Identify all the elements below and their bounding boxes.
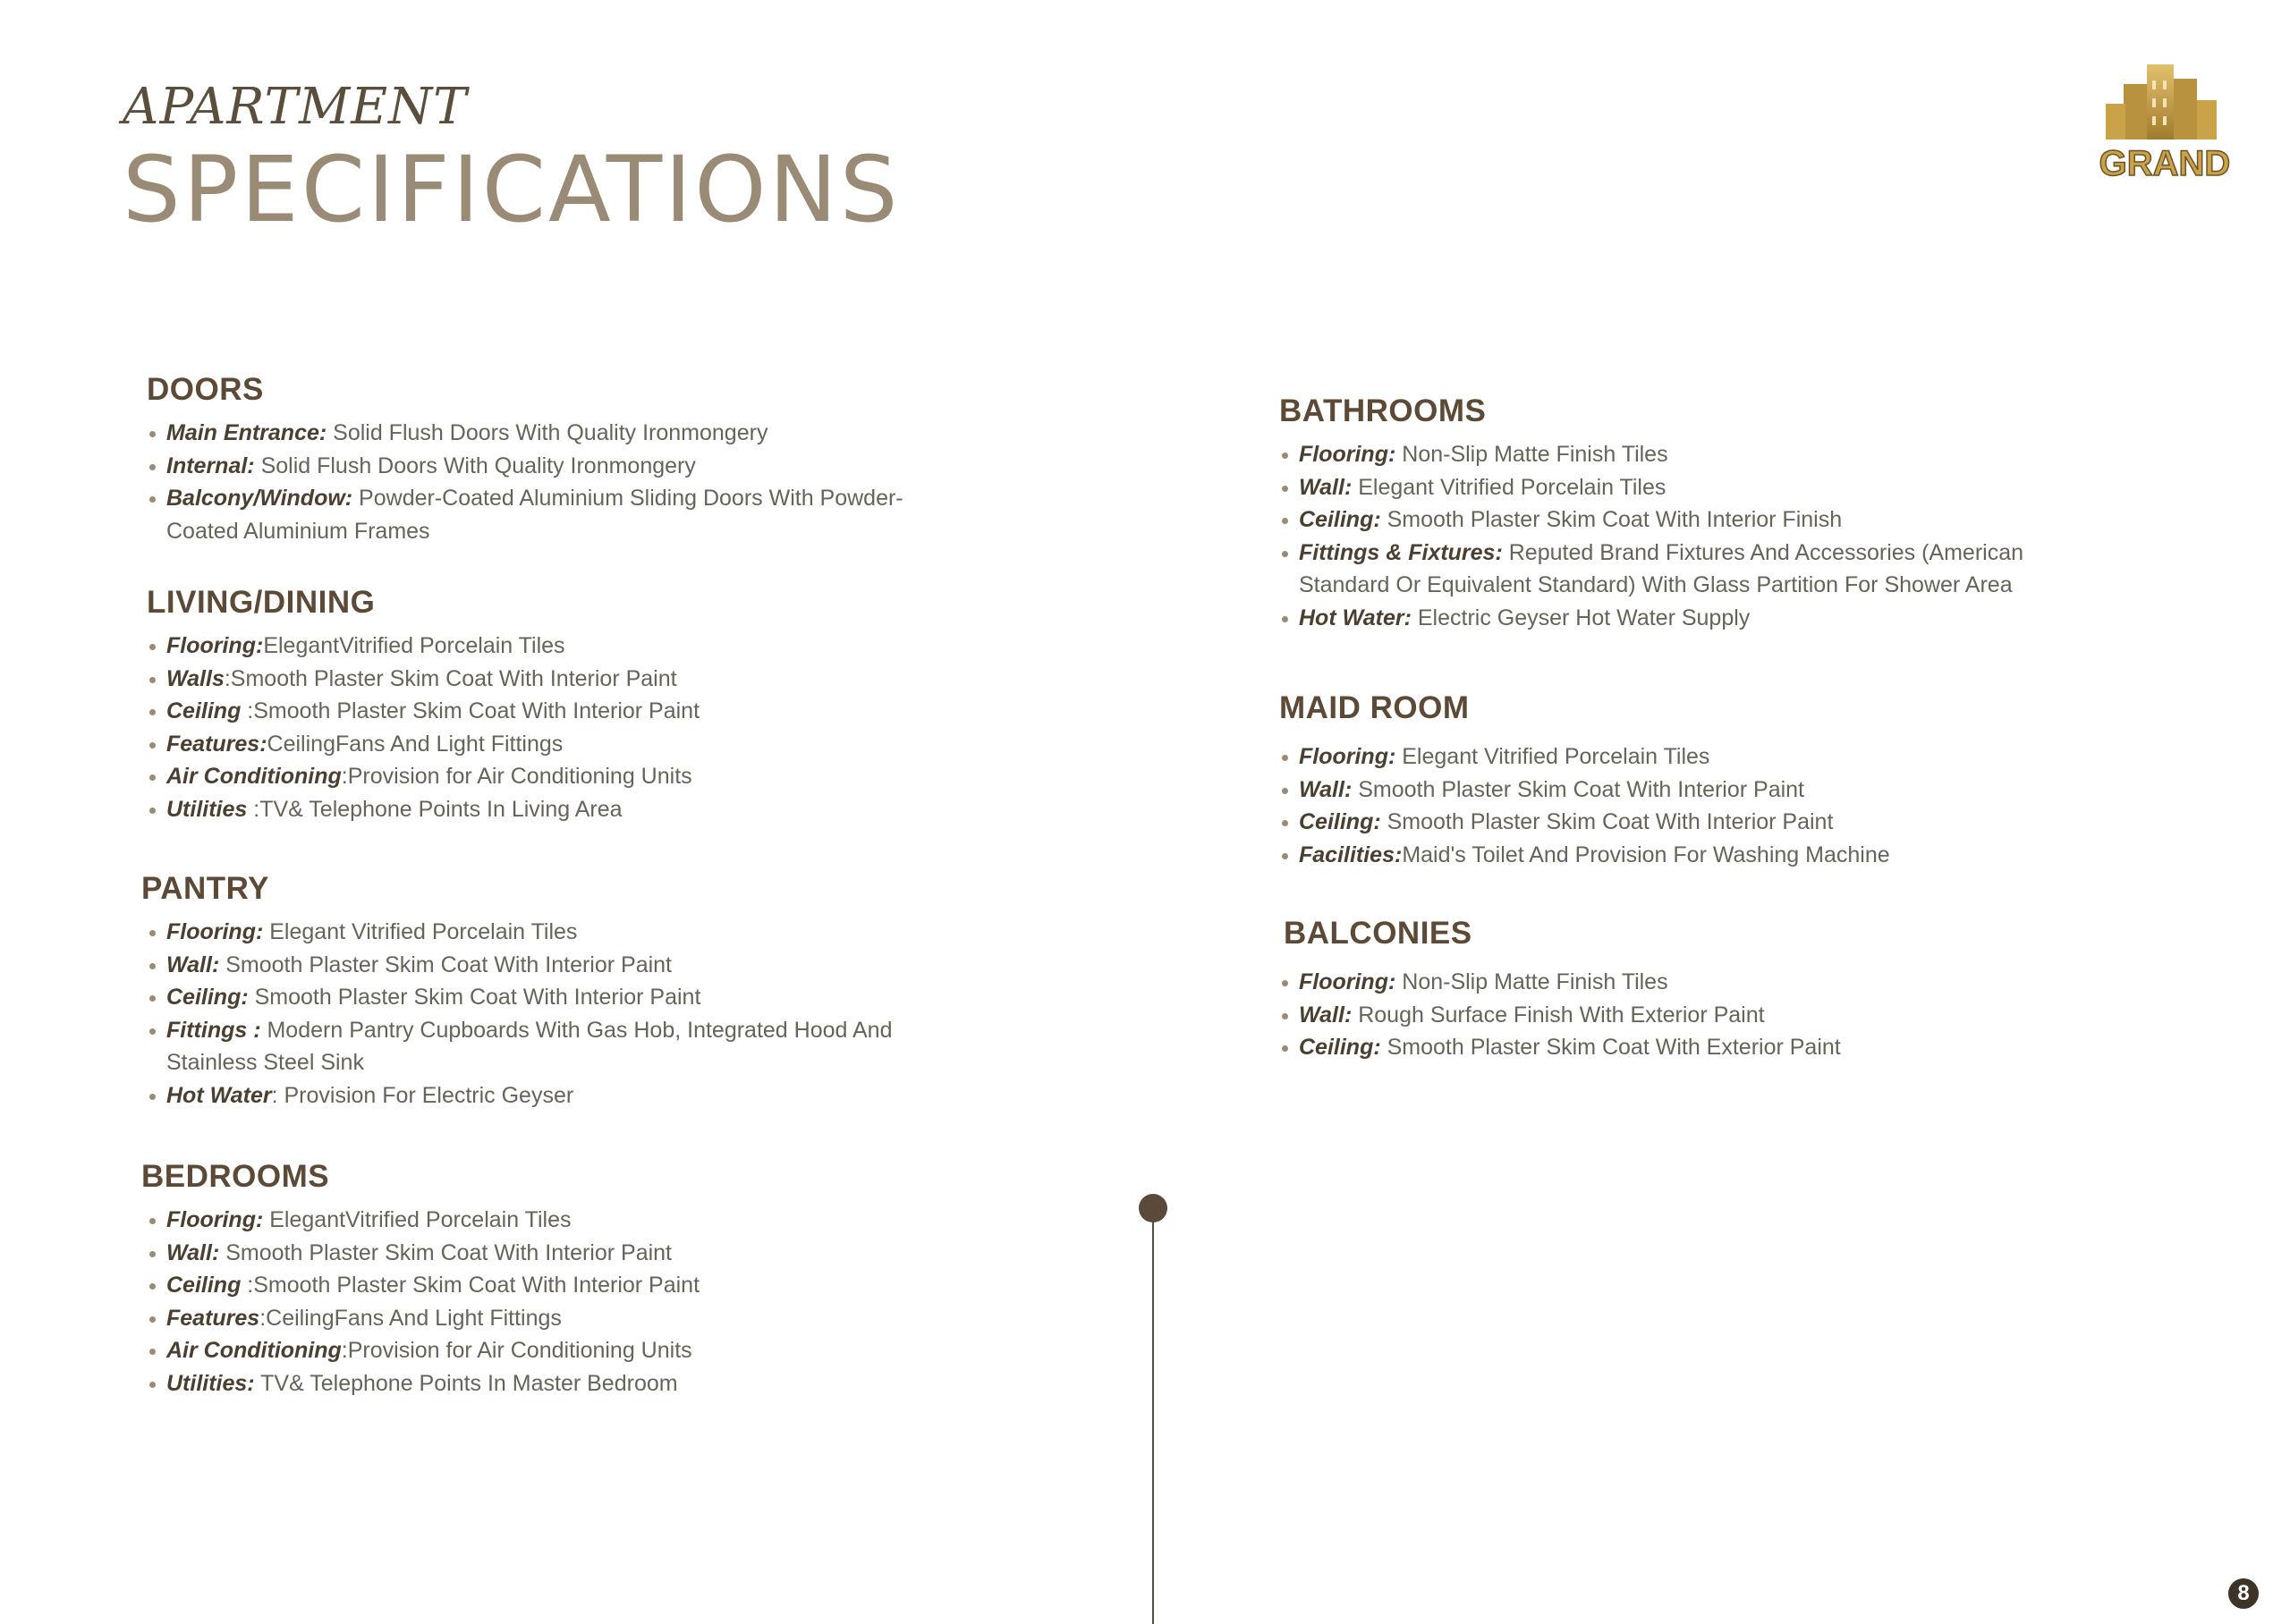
list-item: Ceiling: Smooth Plaster Skim Coat With Exterior Paint (1279, 1031, 1841, 1064)
list-item: Ceiling :Smooth Plaster Skim Coat With Interior Paint (147, 1269, 700, 1302)
list-item: Flooring: ElegantVitrified Porcelain Tiles (147, 1204, 700, 1237)
list-item: Ceiling: Smooth Plaster Skim Coat With Interior Paint (147, 981, 892, 1014)
list-item: Fittings & Fixtures: Reputed Brand Fixtures And Accessories (American Standard Or Equivalent Standard) With Glass Partition For Shower Area (1279, 537, 2023, 602)
list-item: Flooring: Non-Slip Matte Finish Tiles (1279, 438, 2023, 471)
svg-text:GRAND: GRAND (2099, 144, 2231, 183)
list-item: Wall: Elegant Vitrified Porcelain Tiles (1279, 471, 2023, 504)
timeline-line (1152, 1207, 1154, 1624)
list-item: Flooring: Elegant Vitrified Porcelain Tiles (1279, 740, 1890, 774)
section-maid-room (1279, 690, 1890, 871)
list-item: Features:CeilingFans And Light Fittings (147, 1302, 700, 1335)
list-item: Hot Water: Electric Geyser Hot Water Supply (1279, 602, 2023, 635)
list-item: Air Conditioning:Provision for Air Conditioning Units (147, 1334, 700, 1367)
list-item: Ceiling :Smooth Plaster Skim Coat With Interior Paint (147, 695, 700, 728)
section-title: BALCONIES (1284, 916, 1472, 951)
section-balconies (1284, 916, 1841, 1064)
section-living-dining (147, 585, 700, 826)
section-pantry (141, 871, 892, 1112)
list-item: Wall: Smooth Plaster Skim Coat With Interior Paint (1279, 774, 1890, 807)
list-item: Walls:Smooth Plaster Skim Coat With Interior Paint (147, 663, 700, 696)
grand-logo (2084, 59, 2245, 184)
section-title: PANTRY (141, 871, 269, 906)
list-item: Fittings : Modern Pantry Cupboards With Gas Hob, Integrated Hood And Stainless Steel Sink (147, 1014, 892, 1079)
section-title: MAID ROOM (1279, 690, 1470, 725)
section-title: DOORS (147, 372, 264, 407)
page-title-line2: SPECIFICATIONS (123, 137, 901, 243)
section-bedrooms (141, 1159, 700, 1400)
list-item: Ceiling: Smooth Plaster Skim Coat With Interior Finish (1279, 503, 2023, 537)
list-item: Wall: Smooth Plaster Skim Coat With Interior Paint (147, 1237, 700, 1270)
section-title: BATHROOMS (1279, 393, 1487, 428)
section-bathrooms (1279, 393, 2023, 635)
list-item: Air Conditioning:Provision for Air Conditioning Units (147, 760, 700, 793)
page-number-badge: 8 (2228, 1578, 2259, 1609)
list-item: Utilities: TV& Telephone Points In Master Bedroom (147, 1367, 700, 1400)
list-item: Flooring:ElegantVitrified Porcelain Tiles (147, 630, 700, 663)
list-item: Hot Water: Provision For Electric Geyser (147, 1079, 892, 1112)
list-item: Internal: Solid Flush Doors With Quality Ironmongery (147, 450, 903, 483)
list-item: Facilities:Maid's Toilet And Provision For Washing Machine (1279, 839, 1890, 872)
page-title-line1: APARTMENT (123, 78, 468, 136)
list-item: Flooring: Non-Slip Matte Finish Tiles (1279, 966, 1841, 999)
list-item: Ceiling: Smooth Plaster Skim Coat With Interior Paint (1279, 806, 1890, 839)
list-item: Main Entrance: Solid Flush Doors With Quality Ironmongery (147, 417, 903, 450)
section-title: BEDROOMS (141, 1159, 330, 1194)
section-doors (147, 372, 903, 547)
section-title: LIVING/DINING (147, 585, 376, 620)
list-item: Balcony/Window: Powder-Coated Aluminium Sliding Doors With Powder- Coated Aluminium Frames (147, 482, 903, 547)
list-item: Wall: Smooth Plaster Skim Coat With Interior Paint (147, 949, 892, 982)
list-item: Wall: Rough Surface Finish With Exterior Paint (1279, 999, 1841, 1032)
list-item: Features:CeilingFans And Light Fittings (147, 728, 700, 761)
list-item: Utilities :TV& Telephone Points In Living Area (147, 793, 700, 826)
list-item: Flooring: Elegant Vitrified Porcelain Tiles (147, 916, 892, 949)
